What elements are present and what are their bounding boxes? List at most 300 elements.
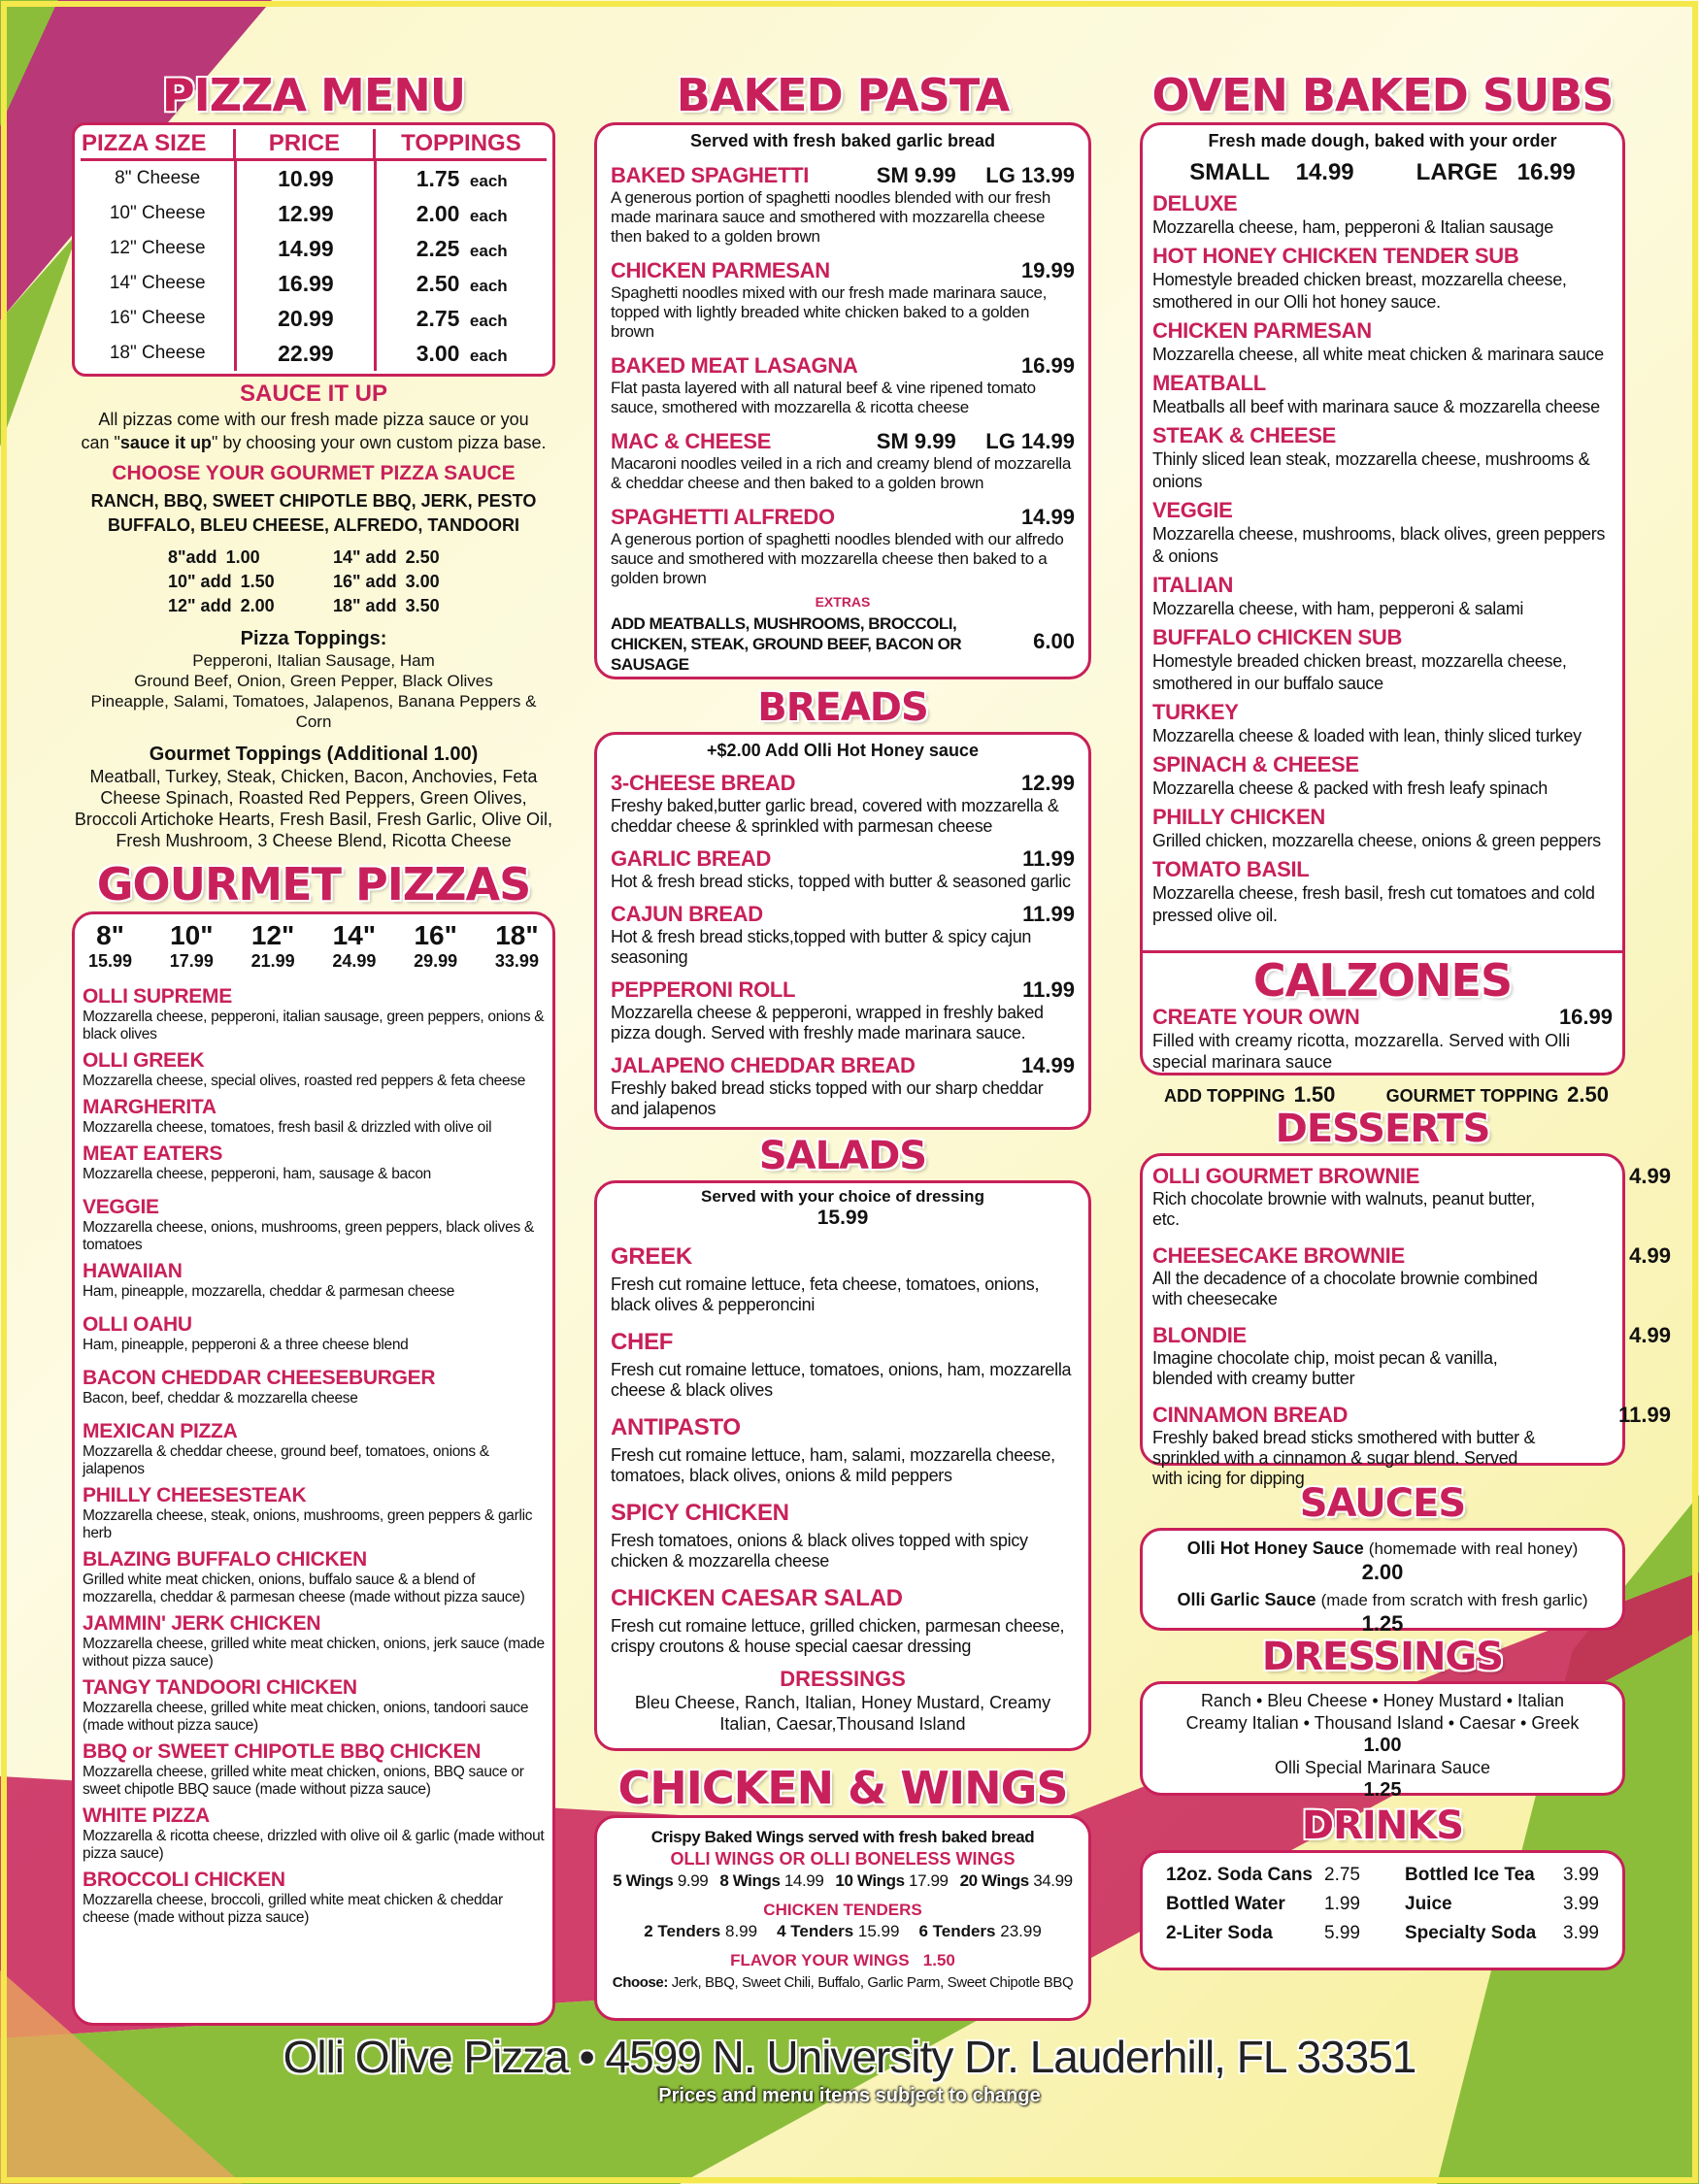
- bread-item: [611, 771, 1075, 837]
- dessert-desc: Imagine chocolate chip, moist pecan & vanilla, blended with creamy butter: [1152, 1348, 1498, 1388]
- bread-desc: Mozzarella cheese & pepperoni, wrapped in freshly baked pizza dough. Served with freshly made marinara sauce.: [611, 1003, 1044, 1042]
- drink-item: [1166, 1890, 1360, 1919]
- gourmet-pizza-desc: Mozzarella cheese, onions, mushrooms, green peppers, black olives & tomatoes: [83, 1219, 534, 1253]
- tender-price: 8.99: [725, 1922, 758, 1940]
- flavor-choices: [605, 1974, 1081, 1991]
- pizza-price: 12.99: [234, 196, 374, 231]
- sub-name: CHICKEN PARMESAN: [1152, 318, 1372, 343]
- dessert-item: [1152, 1164, 1671, 1230]
- topping-price: 2.75: [416, 306, 460, 331]
- gourmet-pizza-item: [83, 1804, 545, 1863]
- gourmet-pizza-name: BACON CHEDDAR CHEESEBURGER: [83, 1367, 436, 1389]
- wing-qty: 8 Wings: [719, 1871, 781, 1890]
- sauce-add-size: 14" add: [333, 547, 397, 567]
- sauce-add-price: 1.00: [225, 547, 260, 567]
- desserts-title: DESSERTS: [1275, 1107, 1490, 1151]
- dessert-name: CINNAMON BREAD: [1152, 1403, 1349, 1427]
- salad-list: [611, 1243, 1075, 1657]
- chicken-wings-title: CHICKEN & WINGS: [617, 1762, 1068, 1814]
- sauce-add-size: 16" add: [333, 572, 397, 591]
- breads-title: BREADS: [757, 685, 928, 730]
- gourmet-pizza-item: [83, 1740, 545, 1799]
- topping-line: Ground Beef, Onion, Green Pepper, Black Olives: [134, 672, 493, 690]
- sub-item: [1152, 805, 1613, 852]
- sauce-add-item: [129, 596, 314, 616]
- gourmet-pizza-desc: Grilled white meat chicken, onions, buffalo sauce & a blend of mozzarella, cheddar & parmesan cheese (made without pizza sauce): [83, 1572, 525, 1605]
- pizza-price: 22.99: [234, 336, 374, 371]
- gourmet-pizza-name: WHITE PIZZA: [83, 1804, 210, 1827]
- gourmet-size-label: 8": [96, 920, 124, 950]
- chicken-wings-box: [594, 1815, 1091, 2021]
- tender-qty: 4 Tenders: [777, 1922, 854, 1940]
- salads-subtitle: Served with your choice of dressing: [701, 1187, 984, 1206]
- salad-desc: Fresh cut romaine lettuce, feta cheese, tomatoes, onions, black olives & pepperoncini: [611, 1274, 1040, 1314]
- wing-price: 17.99: [909, 1871, 949, 1890]
- wings-title: OLLI WINGS OR OLLI BONELESS WINGS: [670, 1849, 1016, 1869]
- sub-desc: Grilled chicken, mozzarella cheese, onions & green peppers: [1152, 831, 1601, 850]
- dessert-item: [1152, 1323, 1671, 1389]
- pasta-list: [611, 163, 1075, 588]
- dessert-name: BLONDIE: [1152, 1323, 1247, 1347]
- salad-item: [611, 1243, 1075, 1315]
- topping-line: Pineapple, Salami, Tomatoes, Jalapenos, Banana Peppers & Corn: [90, 692, 537, 731]
- topping-price: 3.00: [416, 341, 460, 366]
- gourmet-size-label: 18": [495, 920, 539, 950]
- gourmet-pizza-name: MEXICAN PIZZA: [83, 1420, 238, 1442]
- gourmet-pizza-name: JAMMIN' JERK CHICKEN: [83, 1612, 321, 1635]
- gourmet-pizza-name: TANGY TANDOORI CHICKEN: [83, 1676, 357, 1699]
- gourmet-size-label: 10": [170, 920, 214, 950]
- dessert-item: [1152, 1403, 1671, 1489]
- bread-desc: Freshy baked,butter garlic bread, covered with mozzarella & cheddar cheese & sprinkled with parmesan cheese: [611, 796, 1059, 836]
- sub-name: SPINACH & CHEESE: [1152, 752, 1359, 777]
- salads-title: SALADS: [758, 1134, 927, 1178]
- sub-name: STEAK & CHEESE: [1152, 423, 1336, 447]
- topping-each: each: [469, 242, 508, 260]
- sauce-item: [1152, 1588, 1613, 1612]
- sauce-add-item: [314, 572, 498, 592]
- sub-desc: Meatballs all beef with marinara sauce & mozzarella cheese: [1152, 397, 1600, 416]
- pizza-price: 10.99: [234, 161, 374, 196]
- gourmet-pizza-item: [83, 1676, 545, 1735]
- gourmet-pizza-name: BROCCOLI CHICKEN: [83, 1869, 285, 1891]
- salad-desc: Fresh cut romaine lettuce, grilled chicken, parmesan cheese, crispy croutons & house special caesar dressing: [611, 1616, 1065, 1656]
- pasta-item: [611, 353, 1075, 417]
- salad-item: [611, 1585, 1075, 1657]
- sauce-intro-line1: All pizzas come with our fresh made pizza sauce or you: [98, 410, 529, 429]
- pizza-size: 16" Cheese: [109, 308, 206, 328]
- sauce-intro-c: " by choosing your own custom pizza base.: [211, 433, 547, 452]
- subs-list: [1152, 191, 1613, 927]
- gourmet-pizza-item: [83, 1049, 545, 1090]
- bread-desc: Freshly baked bread sticks topped with our sharp cheddar and jalapenos: [611, 1078, 1044, 1118]
- dessert-name: CHEESECAKE BROWNIE: [1152, 1243, 1405, 1268]
- subs-box: [1140, 122, 1625, 1107]
- subs-sizes: [1152, 159, 1613, 186]
- sub-name: DELUXE: [1152, 191, 1238, 215]
- sauce-intro-bold: sauce it up: [119, 433, 212, 452]
- sub-name: BUFFALO CHICKEN SUB: [1152, 625, 1403, 649]
- gourmet-size-label: 14": [332, 920, 377, 950]
- right-column: [1140, 68, 1671, 1970]
- dressings-box: [1140, 1681, 1625, 1801]
- sub-small-label: SMALL: [1189, 159, 1270, 185]
- pasta-item: [611, 258, 1075, 342]
- sub-small: [1189, 159, 1353, 186]
- sub-desc: Mozzarella cheese, mushrooms, black olives, green peppers & onions: [1152, 524, 1606, 566]
- pizza-size: 18" Cheese: [109, 343, 206, 363]
- sub-item: [1152, 752, 1613, 800]
- calzone-gourmet-price: 2.50: [1567, 1082, 1609, 1107]
- extras-price: 6.00: [1033, 629, 1075, 653]
- sub-desc: Mozzarella cheese & loaded with lean, thinly sliced turkey: [1152, 726, 1582, 745]
- calzone-add-price: 1.50: [1293, 1082, 1336, 1107]
- dessert-price: 11.99: [1618, 1403, 1671, 1427]
- drinks-title: DRINKS: [1301, 1803, 1464, 1848]
- gourmet-size: [495, 920, 539, 972]
- salad-desc: Fresh cut romaine lettuce, tomatoes, onions, ham, mozzarella cheese & black olives: [611, 1360, 1072, 1400]
- sub-desc: Homestyle breaded chicken breast, mozzarella cheese, smothered in our buffalo sauce: [1152, 651, 1567, 693]
- sauce-list-2: BUFFALO, BLEU CHEESE, ALFREDO, TANDOORI: [107, 515, 519, 535]
- topping-line: Pepperoni, Italian Sausage, Ham: [192, 651, 435, 670]
- col-header-price: PRICE: [234, 129, 374, 160]
- pasta-name: BAKED SPAGHETTI: [611, 163, 810, 187]
- bread-desc: Hot & fresh bread sticks, topped with butter & seasoned garlic: [611, 872, 1071, 891]
- gourmet-pizza-desc: Ham, pineapple, pepperoni & a three cheese blend: [83, 1337, 409, 1353]
- sauce-item: [1152, 1537, 1613, 1561]
- bread-item: [611, 846, 1075, 892]
- sub-item: [1152, 857, 1613, 927]
- tender-option: [918, 1922, 1041, 1940]
- sauce-price: 2.00: [1361, 1560, 1404, 1584]
- pizza-toppings-title: Pizza Toppings:: [240, 628, 387, 649]
- gourmet-size-row: [83, 920, 545, 972]
- dessert-price: 4.99: [1629, 1243, 1671, 1268]
- gourmet-pizza-name: VEGGIE: [83, 1196, 159, 1218]
- sub-item: [1152, 244, 1613, 314]
- sauce-add-item: [129, 547, 314, 568]
- col-header-toppings: TOPPINGS: [374, 129, 547, 160]
- bread-name: JALAPENO CHEDDAR BREAD: [611, 1053, 916, 1077]
- sauces-box: [1140, 1528, 1625, 1636]
- drinks-right-list: [1405, 1861, 1599, 1960]
- sub-small-price: 14.99: [1295, 159, 1354, 185]
- tender-option: [777, 1922, 899, 1940]
- sauce-add-prices: [129, 547, 498, 616]
- sauce-list: [1152, 1537, 1613, 1636]
- bread-name: CAJUN BREAD: [611, 902, 763, 926]
- drink-name: 2-Liter Soda: [1166, 1923, 1273, 1943]
- sauce-add-price: 3.50: [405, 596, 440, 615]
- drink-price: 3.99: [1563, 1923, 1599, 1943]
- sub-item: [1152, 191, 1613, 239]
- gourmet-pizza-name: MEAT EATERS: [83, 1142, 223, 1165]
- sub-item: [1152, 700, 1613, 747]
- gourmet-topping-line: Broccoli Artichoke Hearts, Fresh Basil, Fresh Garlic, Olive Oil,: [74, 810, 553, 829]
- flavor-price: 1.50: [922, 1951, 955, 1969]
- bread-name: GARLIC BREAD: [611, 846, 772, 871]
- calzone-add-topping: [1164, 1082, 1335, 1108]
- gourmet-pizza-desc: Ham, pineapple, mozzarella, cheddar & parmesan cheese: [83, 1283, 455, 1300]
- tenders-title: CHICKEN TENDERS: [763, 1901, 922, 1919]
- gourmet-size-label: 12": [250, 920, 295, 950]
- pizza-size: 14" Cheese: [109, 273, 206, 293]
- pizza-topping-price: [374, 161, 547, 196]
- marinara-label: Olli Special Marinara Sauce: [1274, 1758, 1491, 1777]
- drink-name: Juice: [1405, 1894, 1452, 1914]
- gourmet-size: [332, 920, 376, 972]
- wing-qty: 10 Wings: [835, 1871, 905, 1890]
- dressings-title: DRESSINGS: [1261, 1635, 1504, 1679]
- wing-option: [719, 1871, 823, 1890]
- calzone-name: CREATE YOUR OWN: [1152, 1005, 1360, 1029]
- pasta-item: [611, 505, 1075, 588]
- drink-name: Bottled Water: [1166, 1894, 1285, 1914]
- wing-option: [613, 1871, 708, 1890]
- pasta-price: SM 9.99 LG 13.99: [876, 163, 1075, 187]
- sauce-price: 1.25: [1361, 1611, 1404, 1636]
- pizza-menu-table: [72, 122, 555, 377]
- gourmet-pizza-list: [83, 985, 545, 1927]
- gourmet-toppings-list: [72, 766, 555, 851]
- drinks-box: [1140, 1850, 1625, 1970]
- tender-qty: 2 Tenders: [644, 1922, 721, 1940]
- gourmet-pizza-item: [83, 1313, 545, 1354]
- left-column: [72, 68, 555, 2026]
- topping-price: 2.50: [416, 271, 460, 296]
- sauce-add-size: 12" add: [168, 596, 232, 615]
- gourmet-topping-line: Meatball, Turkey, Steak, Chicken, Bacon, Anchovies, Feta: [89, 767, 538, 786]
- sauce-add-price: 1.50: [240, 572, 275, 591]
- dessert-desc: Rich chocolate brownie with walnuts, peanut butter, etc.: [1152, 1189, 1535, 1229]
- calzones-section: [1152, 956, 1613, 1108]
- sub-desc: Mozzarella cheese & packed with fresh leafy spinach: [1152, 778, 1548, 798]
- wings-price-list: [605, 1871, 1081, 1891]
- drink-price: 2.75: [1324, 1865, 1360, 1885]
- sub-name: TOMATO BASIL: [1152, 857, 1310, 881]
- pizza-size-row: [81, 336, 547, 371]
- dessert-name: OLLI GOURMET BROWNIE: [1152, 1164, 1420, 1188]
- calzones-title: CALZONES: [1252, 954, 1513, 1007]
- gourmet-pizza-item: [83, 1142, 545, 1183]
- baked-pasta-title: BAKED PASTA: [676, 69, 1010, 121]
- wing-option: [835, 1871, 948, 1890]
- topping-price: 2.25: [416, 236, 460, 261]
- drink-item: [1405, 1861, 1599, 1890]
- sauce-it-up-section: [72, 381, 555, 851]
- salad-desc: Fresh tomatoes, onions & black olives topped with spicy chicken & mozzarella cheese: [611, 1531, 1028, 1571]
- gourmet-pizza-item: [83, 1548, 545, 1606]
- pasta-name: SPAGHETTI ALFREDO: [611, 505, 835, 529]
- sub-desc: Homestyle breaded chicken breast, mozzarella cheese, smothered in our Olli hot honey sauce.: [1152, 270, 1567, 312]
- baked-pasta-subtitle: Served with fresh baked garlic bread: [689, 131, 996, 150]
- sub-desc: Thinly sliced lean steak, mozzarella cheese, mushrooms & onions: [1152, 449, 1590, 491]
- gourmet-size-price: 17.99: [169, 951, 214, 971]
- calzone-price: 16.99: [1558, 1005, 1613, 1029]
- sauce-intro-a: can ": [81, 433, 120, 452]
- gourmet-pizza-item: [83, 1484, 545, 1542]
- pasta-desc: Macaroni noodles veiled in a rich and creamy blend of mozzarella & cheddar cheese and then baked to a golden brown: [611, 454, 1072, 492]
- sauce-add-size: 10" add: [168, 572, 232, 591]
- gourmet-size-price: 15.99: [88, 951, 133, 971]
- topping-each: each: [469, 312, 508, 330]
- pizza-size: 12" Cheese: [109, 238, 206, 258]
- gourmet-size-label: 16": [414, 920, 457, 950]
- calzone-gourmet-label: GOURMET TOPPING: [1385, 1086, 1559, 1106]
- wings-subtitle: Crispy Baked Wings served with fresh baked bread: [650, 1828, 1035, 1846]
- wing-qty: 5 Wings: [613, 1871, 674, 1890]
- sub-item: [1152, 625, 1613, 695]
- sauce-add-size: 18" add: [333, 596, 397, 615]
- bread-name: PEPPERONI ROLL: [611, 977, 796, 1002]
- choose-label: Choose:: [612, 1974, 668, 1991]
- gourmet-size-price: 21.99: [250, 951, 295, 971]
- pasta-item: [611, 429, 1075, 493]
- choose-list: Jerk, BBQ, Sweet Chili, Buffalo, Garlic Parm, Sweet Chipotle BBQ: [671, 1974, 1074, 1991]
- gourmet-pizza-desc: Mozzarella cheese, grilled white meat chicken, onions, jerk sauce (made without pizza sauce): [83, 1636, 545, 1670]
- drink-item: [1405, 1890, 1599, 1919]
- footer-note: Prices and menu items subject to change: [658, 2085, 1041, 2106]
- sub-desc: Mozzarella cheese, all white meat chicken & marinara sauce: [1152, 345, 1604, 364]
- pizza-size-rows: [81, 161, 547, 371]
- extras-item: [611, 613, 1075, 675]
- gourmet-pizza-item: [83, 1612, 545, 1671]
- breads-box: [594, 732, 1091, 1130]
- gourmet-pizza-item: [83, 1196, 545, 1254]
- gourmet-size-price: 33.99: [494, 951, 539, 971]
- calzone-gourmet-topping: [1386, 1082, 1609, 1108]
- gourmet-pizza-item: [83, 1869, 545, 1927]
- sauce-add-size: 8"add: [168, 547, 217, 567]
- sub-item: [1152, 573, 1613, 620]
- gourmet-pizza-name: PHILLY CHEESESTEAK: [83, 1484, 307, 1506]
- extras-desc: ADD MEATBALLS, MUSHROOMS, BROCCOLI, CHICKEN, STEAK, GROUND BEEF, BACON OR SAUSAGE: [611, 614, 962, 674]
- sub-item: [1152, 318, 1613, 366]
- pizza-topping-price: [374, 266, 547, 301]
- pasta-name: BAKED MEAT LASAGNA: [611, 353, 858, 378]
- sauce-note: (made from scratch with fresh garlic): [1320, 1591, 1588, 1609]
- desserts-box: [1140, 1153, 1671, 1488]
- bread-item: [611, 902, 1075, 968]
- dessert-desc: Freshly baked bread sticks smothered with butter & sprinkled with a cinnamon & sugar blend. Served with icing for dipping: [1152, 1428, 1536, 1488]
- drink-name: 12oz. Soda Cans: [1166, 1865, 1313, 1885]
- bread-price: 11.99: [1022, 846, 1075, 871]
- drink-item: [1405, 1919, 1599, 1948]
- wing-price: 14.99: [783, 1871, 824, 1890]
- sub-name: HOT HONEY CHICKEN TENDER SUB: [1152, 244, 1519, 268]
- pizza-price: 14.99: [234, 231, 374, 266]
- dessert-desc: All the decadence of a chocolate brownie combined with cheesecake: [1152, 1269, 1538, 1308]
- gourmet-pizza-name: OLLI OAHU: [83, 1313, 192, 1336]
- gourmet-pizzas-title: GOURMET PIZZAS: [96, 858, 531, 910]
- pizza-size-row: [81, 196, 547, 231]
- col-header-size: PIZZA SIZE: [82, 130, 207, 156]
- sub-item: [1152, 423, 1613, 493]
- sub-large: [1416, 159, 1576, 186]
- pasta-price: 16.99: [1020, 353, 1075, 378]
- pasta-desc: Spaghetti noodles mixed with our fresh made marinara sauce, topped with lightly breaded white chicken baked to a golden brown: [611, 283, 1048, 341]
- drinks-left-list: [1166, 1861, 1360, 1960]
- sub-large-price: 16.99: [1516, 159, 1576, 185]
- gourmet-size: [88, 920, 132, 972]
- gourmet-topping-line: Fresh Mushroom, 3 Cheese Blend, Ricotta Cheese: [116, 831, 512, 850]
- bread-desc: Hot & fresh bread sticks,topped with butter & spicy cajun seasoning: [611, 927, 1032, 967]
- sub-name: TURKEY: [1152, 700, 1239, 724]
- gourmet-pizza-desc: Bacon, beef, cheddar & mozzarella cheese: [83, 1390, 358, 1406]
- pizza-size-row: [81, 266, 547, 301]
- wing-price: 9.99: [677, 1871, 709, 1890]
- pizza-topping-price: [374, 231, 547, 266]
- sub-item: [1152, 371, 1613, 418]
- dressings-line1: Ranch • Bleu Cheese • Honey Mustard • Italian: [1200, 1691, 1565, 1710]
- sauces-title: SAUCES: [1299, 1481, 1466, 1526]
- breads-subtitle: +$2.00 Add Olli Hot Honey sauce: [707, 741, 979, 760]
- gourmet-pizza-name: BBQ or SWEET CHIPOTLE BBQ CHICKEN: [83, 1740, 482, 1763]
- calzone-item: [1152, 1005, 1613, 1073]
- tender-price: 23.99: [1000, 1922, 1042, 1940]
- gourmet-pizza-desc: Mozzarella & ricotta cheese, drizzled with olive oil & garlic (made without pizza sauce): [83, 1828, 545, 1862]
- flavor-title: [605, 1951, 1081, 1970]
- dessert-price: 4.99: [1629, 1323, 1671, 1347]
- pasta-price: 14.99: [1020, 505, 1075, 529]
- gourmet-pizza-desc: Mozzarella cheese, pepperoni, ham, sausage & bacon: [83, 1166, 431, 1182]
- bread-name: 3-CHEESE BREAD: [611, 771, 796, 795]
- topping-price: 2.00: [416, 201, 460, 226]
- subs-subtitle: Fresh made dough, baked with your order: [1208, 131, 1557, 150]
- sauce-it-up-title: SAUCE IT UP: [239, 381, 387, 407]
- sauce-name: Olli Garlic Sauce: [1177, 1590, 1316, 1609]
- sub-large-label: LARGE: [1416, 159, 1498, 185]
- topping-each: each: [469, 172, 508, 190]
- gourmet-pizza-desc: Mozzarella cheese, grilled white meat chicken, onions, BBQ sauce or sweet chipotle BBQ sauce (made without pizza sauce): [83, 1764, 524, 1798]
- footer-address: Olli Olive Pizza • 4599 N. University Dr. Lauderhill, FL 33351: [283, 2032, 1416, 2082]
- calzone-add-label: ADD TOPPING: [1164, 1086, 1285, 1106]
- gourmet-pizza-desc: Mozzarella cheese, steak, onions, mushrooms, green peppers & garlic herb: [83, 1507, 533, 1541]
- wing-qty: 20 Wings: [959, 1871, 1029, 1890]
- salad-item: [611, 1329, 1075, 1401]
- pasta-desc: Flat pasta layered with all natural beef & vine ripened tomato sauce, smothered with mozzarella & ricotta cheese: [611, 379, 1036, 416]
- dressings-line2: Creamy Italian • Thousand Island • Caesar • Greek: [1185, 1713, 1580, 1733]
- sub-desc: Mozzarella cheese, fresh basil, fresh cut tomatoes and cold pressed olive oil.: [1152, 883, 1595, 925]
- pizza-size-row: [81, 301, 547, 336]
- extras-label: EXTRAS: [815, 594, 871, 610]
- gourmet-pizza-item: [83, 1367, 545, 1407]
- pizza-size-row: [81, 161, 547, 196]
- wing-option: [960, 1871, 1073, 1890]
- sub-name: MEATBALL: [1152, 371, 1266, 395]
- salad-dressings-title: DRESSINGS: [780, 1667, 906, 1691]
- gourmet-pizza-desc: Mozzarella cheese, tomatoes, fresh basil & drizzled with olive oil: [83, 1119, 492, 1136]
- gourmet-size-price: 29.99: [414, 951, 458, 971]
- sauce-name: Olli Hot Honey Sauce: [1186, 1539, 1364, 1558]
- tender-qty: 6 Tenders: [918, 1922, 996, 1940]
- sauce-add-item: [314, 547, 498, 568]
- tenders-price-list: [605, 1922, 1081, 1941]
- salads-box: [594, 1180, 1091, 1751]
- drink-price: 3.99: [1563, 1865, 1599, 1885]
- subs-title: OVEN BAKED SUBS: [1151, 69, 1614, 121]
- sauce-add-item: [129, 572, 314, 592]
- bread-item: [611, 1053, 1075, 1119]
- drink-price: 1.99: [1324, 1894, 1360, 1914]
- gourmet-pizza-name: OLLI GREEK: [83, 1049, 205, 1072]
- calzone-toppings: [1152, 1082, 1613, 1108]
- salad-name: ANTIPASTO: [611, 1414, 741, 1440]
- pizza-size-table: [81, 129, 547, 161]
- gourmet-toppings-title: Gourmet Toppings (Additional 1.00): [149, 744, 479, 765]
- gourmet-pizza-name: OLLI SUPREME: [83, 985, 232, 1008]
- salad-dressings-list: Bleu Cheese, Ranch, Italian, Honey Mustard, Creamy Italian, Caesar,Thousand Island: [634, 1693, 1051, 1734]
